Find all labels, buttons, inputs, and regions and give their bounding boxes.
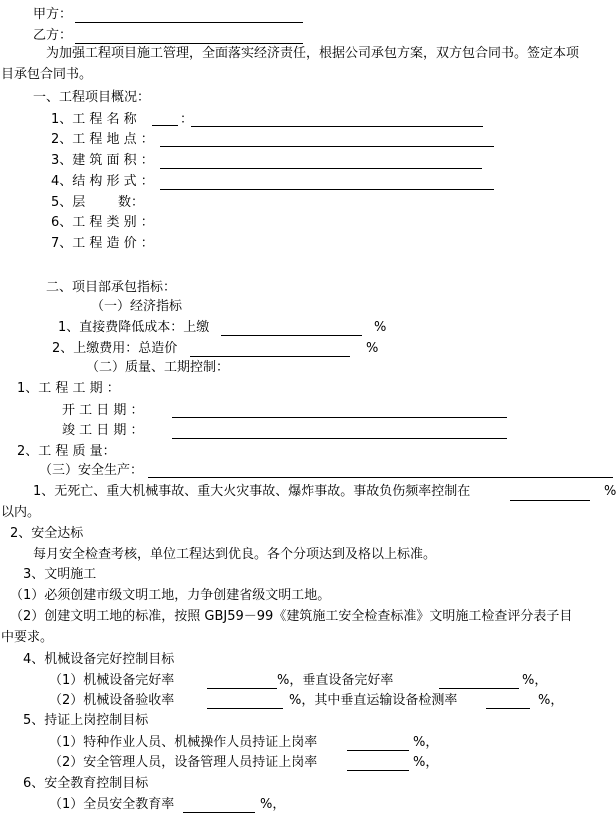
- cert-item-1: （1）特种作业人员、机械操作人员持证上岗率: [49, 735, 318, 750]
- project-quality: 2、工 程 质 量：: [17, 444, 116, 459]
- section2-title: 二、项目部承包指标：: [46, 280, 177, 295]
- economic-indicators-title: （一）经济指标: [91, 299, 183, 314]
- end-date-blank[interactable]: [172, 438, 507, 439]
- civil-item-2-cont: 中要求。: [1, 630, 54, 645]
- start-date-label: 开 工 日 期 ：: [62, 403, 144, 418]
- item-structure-type: 4、结 构 形 式 ：: [51, 174, 154, 189]
- econ-item-1: 1、直接费降低成本：上缴: [58, 320, 210, 335]
- manager-cert-rate-blank[interactable]: [347, 770, 409, 771]
- education-title: 6、安全教育控制目标: [23, 776, 149, 791]
- quality-schedule-title: （二）质量、工期控制：: [86, 360, 230, 375]
- item-floors-suffix: 数：: [118, 195, 145, 210]
- intro-line-2: 目承包合同书。: [1, 67, 93, 82]
- injury-rate-percent: %: [604, 484, 616, 499]
- project-name-blank[interactable]: [191, 126, 483, 127]
- intro-line-1: 为加强工程项目施工管理，全面落实经济责任，根据公司承包方案，双方包合同书。签定本项: [46, 46, 580, 61]
- vertical-inspection-rate-blank[interactable]: [486, 708, 530, 709]
- safety-item-2-text: 每月安全检查考核，单位工程达到优良。各个分项达到及格以上标准。: [33, 547, 437, 562]
- safety-item-2: 2、安全达标: [10, 526, 84, 541]
- edu-item-1: （1）全员安全教育率: [49, 797, 175, 812]
- injury-rate-blank[interactable]: [510, 500, 590, 501]
- equipment-acceptance-rate-blank[interactable]: [207, 708, 283, 709]
- item-project-location: 2、工 程 地 点 ：: [51, 132, 154, 147]
- education-rate-blank[interactable]: [183, 812, 255, 813]
- safety-item-1: 1、无死亡、重大机械事故、重大火灾事故、爆炸事故。事故负伤频率控制在: [33, 484, 471, 499]
- safety-title-underline: [148, 477, 613, 478]
- party-a-blank[interactable]: [75, 22, 303, 23]
- cert-item-2-percent: %，: [413, 755, 439, 770]
- cert-item-1-percent: %，: [413, 735, 439, 750]
- econ-item-1-percent: %: [374, 320, 387, 335]
- party-b-blank[interactable]: [75, 43, 303, 44]
- structure-type-blank[interactable]: [160, 189, 494, 190]
- item-project-category: 6、工 程 类 别 ：: [51, 215, 154, 230]
- edu-item-1-percent: %，: [260, 797, 286, 812]
- party-b-label: 乙方：: [33, 28, 73, 43]
- party-a-label: 甲方：: [33, 7, 73, 22]
- building-area-blank[interactable]: [160, 168, 482, 169]
- section1-title: 一、工程项目概况：: [33, 90, 151, 105]
- fee-blank[interactable]: [190, 356, 350, 357]
- econ-item-2-percent: %: [366, 341, 379, 356]
- item-building-area: 3、建 筑 面 积 ：: [51, 153, 154, 168]
- mech-item-1b: %，垂直设备完好率: [277, 673, 394, 688]
- certification-title: 5、持证上岗控制目标: [23, 713, 149, 728]
- item-project-cost: 7、工 程 造 价 ：: [51, 236, 154, 251]
- end-date-label: 竣 工 日 期 ：: [62, 423, 144, 438]
- item-floors: 5、层: [51, 195, 86, 210]
- safety-item-1-cont: 以内。: [1, 505, 41, 520]
- mech-item-2a: （2）机械设备验收率: [49, 693, 175, 708]
- cert-item-2: （2）安全管理人员，设备管理人员持证上岗率: [49, 755, 318, 770]
- mechanical-title: 4、机械设备完好控制目标: [23, 652, 175, 667]
- start-date-blank[interactable]: [172, 417, 507, 418]
- special-worker-cert-rate-blank[interactable]: [347, 750, 409, 751]
- mech-item-2b: %，其中垂直运输设备检测率: [289, 693, 458, 708]
- project-location-blank[interactable]: [160, 146, 494, 147]
- civil-item-2: （2）创建文明工地的标准，按照 GBJ59－99《建筑施工安全检查标准》文明施工检查评分表子目: [10, 609, 573, 624]
- mech-item-2c: %，: [538, 693, 564, 708]
- project-name-colon: ：: [180, 112, 194, 127]
- project-name-short-blank[interactable]: [152, 125, 178, 126]
- econ-item-2: 2、上缴费用：总造价: [52, 341, 178, 356]
- civil-construction-title: 3、文明施工: [23, 567, 97, 582]
- project-duration: 1、工 程 工 期 ：: [17, 381, 120, 396]
- safety-title: （三）安全生产：: [39, 463, 144, 478]
- civil-item-1: （1）必须创建市级文明工地，力争创建省级文明工地。: [10, 588, 331, 603]
- vertical-intact-rate-blank[interactable]: [439, 688, 519, 689]
- equipment-intact-rate-blank[interactable]: [207, 688, 277, 689]
- mech-item-1c: %，: [522, 673, 548, 688]
- item-project-name: 1、工 程 名 称: [51, 112, 137, 127]
- cost-reduction-blank[interactable]: [221, 335, 362, 336]
- mech-item-1a: （1）机械设备完好率: [49, 673, 175, 688]
